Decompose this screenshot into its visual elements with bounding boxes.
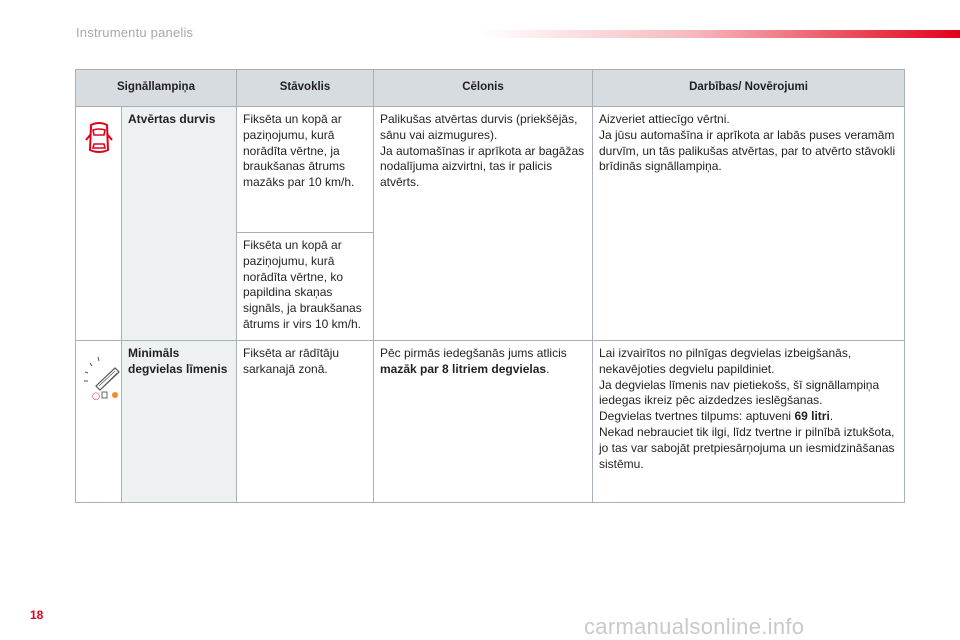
action-text — [593, 341, 905, 503]
open-door-warning-icon — [85, 120, 113, 161]
table-row — [76, 341, 905, 503]
fuel-gauge-icon — [82, 354, 122, 405]
table-header-row — [76, 70, 905, 107]
page-number: 18 — [30, 608, 44, 622]
state-text: Fiksēta un kopā ar paziņojumu, kurā norādīta vērtne, ja braukšanas ātrums mazāks par 10 km/h. — [237, 107, 374, 233]
header-accent-bar — [480, 30, 960, 38]
icon-cell — [76, 341, 122, 503]
state-text: Fiksēta ar rādītāju sarkanajā zonā. — [237, 341, 374, 503]
header-lamp: Signāllampiņa — [76, 70, 237, 107]
watermark: carmanualsonline.info — [584, 614, 805, 639]
action-text: Aizveriet attiecīgo vērtni. Ja jūsu automašīna ir aprīkota ar labās puses veramām durvīm, un tās palikušas atvērtas, par to atvērto stāvokli brīdinās signāllampiņa. — [593, 107, 905, 341]
lamp-name: Minimāls degvielas līmenis — [122, 341, 237, 503]
warning-lamp-table — [75, 69, 905, 503]
state-text: Fiksēta un kopā ar paziņojumu, kurā norādīta vērtne, ko papildina skaņas signāls, ja braukšanas ātrums ir virs 10 km/h. — [237, 233, 374, 341]
cause-text-part: . — [546, 361, 550, 376]
cause-text: Palikušas atvērtas durvis (priekšējās, sānu vai aizmugures). Ja automašīnas ir aprīkota ar bagāžas nodalījuma aizvirtni, tas ir palicis atvērts. — [374, 107, 593, 341]
action-text-part: Lai izvairītos no pilnīgas degvielas izbeigšanās, nekavējoties degvielu papildiniet. Ja degvielas līmenis nav pietiekošs, šī signāllampiņa iedegas ikreiz pēc aizdedzes ieslēgšanas. Degvielas tvertnes tilpums: aptuveni — [599, 346, 880, 424]
section-title: Instrumentu panelis — [76, 25, 194, 40]
cause-text — [374, 341, 593, 503]
cause-text-part: Pēc pirmās iedegšanās jums atlicis — [380, 346, 567, 360]
header-state: Stāvoklis — [237, 70, 374, 107]
svg-text:◯: ◯ — [92, 392, 100, 400]
header-action: Darbības/ Novērojumi — [593, 70, 905, 107]
table-row — [76, 107, 905, 233]
action-text-part: . Nekad nebrauciet tik ilgi, līdz tvertne ir pilnībā iztukšota, jo tas var sabojāt pretpiesārņojuma un iesmidzināšanas sistēmu. — [599, 409, 895, 471]
icon-cell — [76, 107, 122, 341]
lamp-name: Atvērtas durvis — [122, 107, 237, 341]
header-cause: Cēlonis — [374, 70, 593, 107]
cause-highlight: mazāk par 8 litriem degvielas — [380, 361, 547, 376]
action-highlight: 69 litri — [794, 409, 830, 424]
